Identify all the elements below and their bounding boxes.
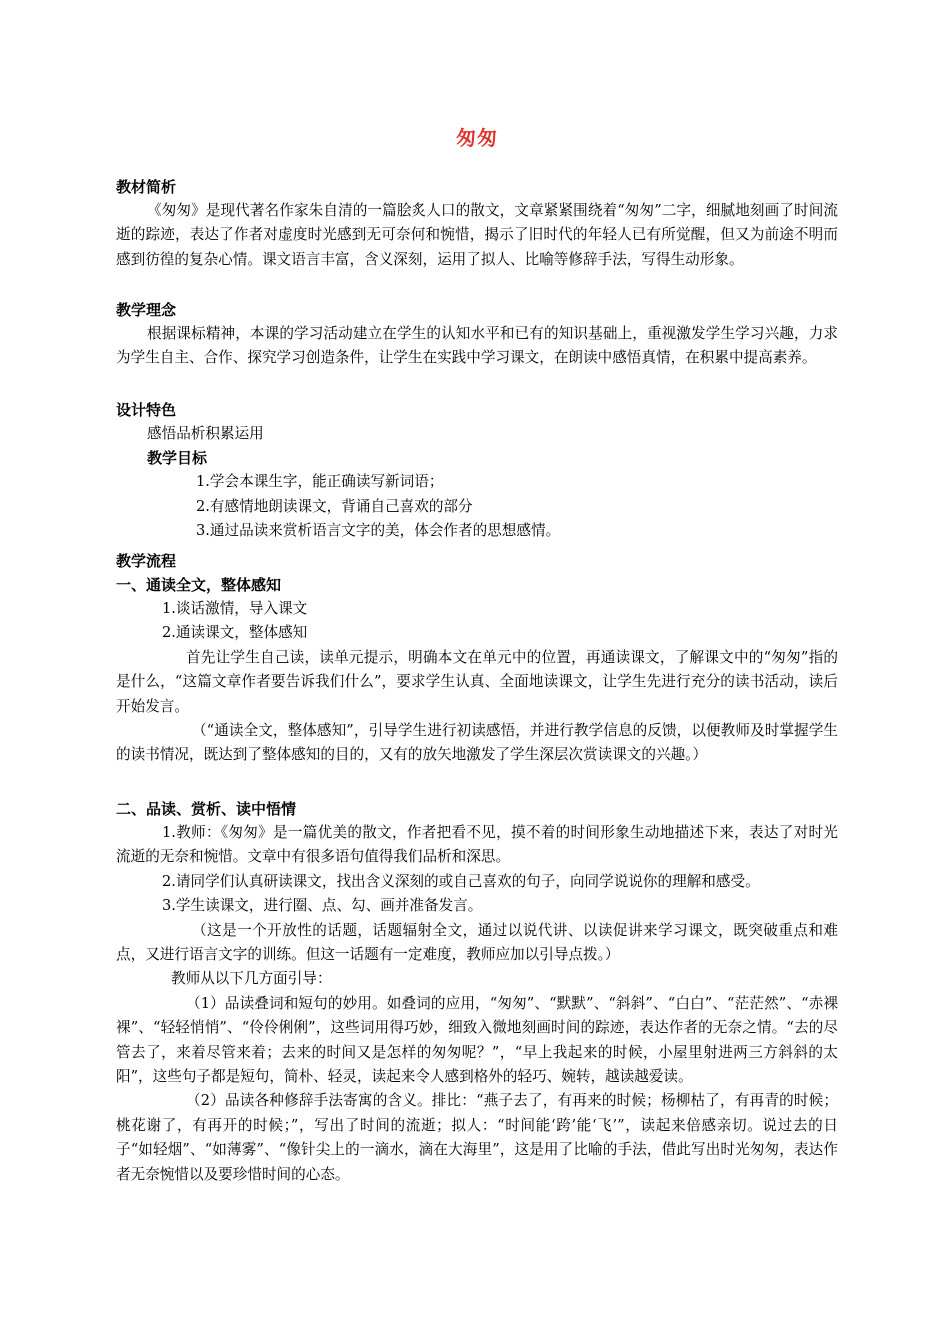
paragraph: （2）品读各种修辞手法寄寓的含义。排比：“燕子去了，有再来的时候；杨柳枯了，有再青的时候；桃花谢了，有再开的时候；”，写出了时间的流逝；拟人：“时间能‘跨’能‘飞’”，读起来倍感亲切。说过去的日子“如轻烟”、“如薄雾”、“像针尖上的一滴水，滴在大海里”，这是用了比喻的手法，借此写出时光匆匆，表达作者无奈惋惜以及要珍惜时间的心态。 — [116, 1092, 838, 1183]
paragraph: 首先让学生自己读，读单元提示，明确本文在单元中的位置，再通读课文，了解课文中的“匆匆”指的是什么，“这篇文章作者要告诉我们什么”，要求学生认真、全面地读课文，让学生先进行充分的读书活动，读后开始发言。 — [116, 648, 838, 715]
section-heading: 教学流程 — [116, 552, 177, 570]
part-heading: 一、通读全文，整体感知 — [116, 576, 282, 594]
list-item: 3.通过品读来赏析语言文字的美，体会作者的思想感情。 — [196, 522, 561, 540]
section-textbook-analysis — [116, 175, 838, 272]
paragraph: 教师从以下几方面引导： — [171, 970, 332, 988]
list-item: 1.学会本课生字，能正确读写新词语； — [196, 473, 444, 491]
section-teaching-concept — [116, 298, 838, 371]
list-item: 1.谈话激情，导入课文 — [162, 600, 308, 617]
paragraph: （这是一个开放性的话题，话题辐射全文，通过以说代讲、以读促讲来学习课文，既突破重点和难点，又进行语言文字的训练。但这一话题有一定难度，教师应加以引导点拨。） — [116, 921, 838, 964]
paragraph: （1）品读叠词和短句的妙用。如叠词的应用，“匆匆”、“默默”、“斜斜”、“白白”、“茫茫然”、“赤裸裸”、“轻轻悄悄”、“伶伶俐俐”，这些词用得巧妙，细致入微地刻画时间的踪迹，表达作者的无奈之情。“去的尽管去了，来着尽管来着；去来的时间又是怎样的匆匆呢？”，“早上我起来的时候，小屋里射进两三方斜斜的太阳”，这些句子都是短句，简朴、轻灵，读起来令人感到格外的轻巧、婉转，越读越爱读。 — [116, 994, 838, 1086]
section-teaching-process — [116, 549, 838, 768]
section-heading: 教学目标 — [147, 449, 208, 468]
paragraph: 感悟品析积累运用 — [147, 425, 264, 442]
paragraph: 《匆匆》是现代著名作家朱自清的一篇脍炙人口的散文，文章紧紧围绕着“匆匆”二字，细腻地刻画了时间流逝的踪迹，表达了作者对虚度时光感到无可奈何和惋惜，揭示了旧时代的年轻人已有所觉醒，但又为前途不明而感到彷徨的复杂心情。课文语言丰富，含义深刻，运用了拟人、比喻等修辞手法，写得生动形象。 — [116, 202, 838, 268]
section-heading: 设计特色 — [116, 401, 177, 419]
section-part-two — [116, 797, 838, 1187]
list-item: 2.有感情地朗读课文，背诵自己喜欢的部分 — [196, 497, 473, 515]
list-item: 2.通读课文，整体感知 — [162, 624, 308, 642]
section-design-features — [116, 398, 838, 544]
paragraph: 2.请同学们认真研读课文，找出含义深刻的或自己喜欢的句子，向同学说说你的理解和感受。 — [162, 872, 760, 890]
paragraph: 3.学生读课文，进行圈、点、勾、画并准备发言。 — [162, 897, 483, 915]
paragraph: 1.教师：《匆匆》是一篇优美的散文，作者把看不见，摸不着的时间形象生动地描述下来，表达了对时光流逝的无奈和惋惜。文章中有很多语句值得我们品析和深思。 — [116, 824, 838, 866]
paragraph: 根据课标精神，本课的学习活动建立在学生的认知水平和已有的知识基础上，重视激发学生学习兴趣，力求为学生自主、合作、探究学习创造条件，让学生在实践中学习课文，在朗读中感悟真情，在积累中提高素养。 — [116, 325, 838, 367]
document-title: 匆匆 — [456, 126, 498, 150]
section-heading: 教学理念 — [116, 301, 177, 319]
part-heading: 二、品读、赏析、读中悟情 — [116, 800, 297, 818]
section-heading: 教材简析 — [116, 178, 177, 196]
paragraph: （“通读全文，整体感知”，引导学生进行初读感悟，并进行教学信息的反馈，以便教师及时掌握学生的读书情况，既达到了整体感知的目的，又有的放矢地激发了学生深层次赏读课文的兴趣。） — [116, 722, 838, 764]
